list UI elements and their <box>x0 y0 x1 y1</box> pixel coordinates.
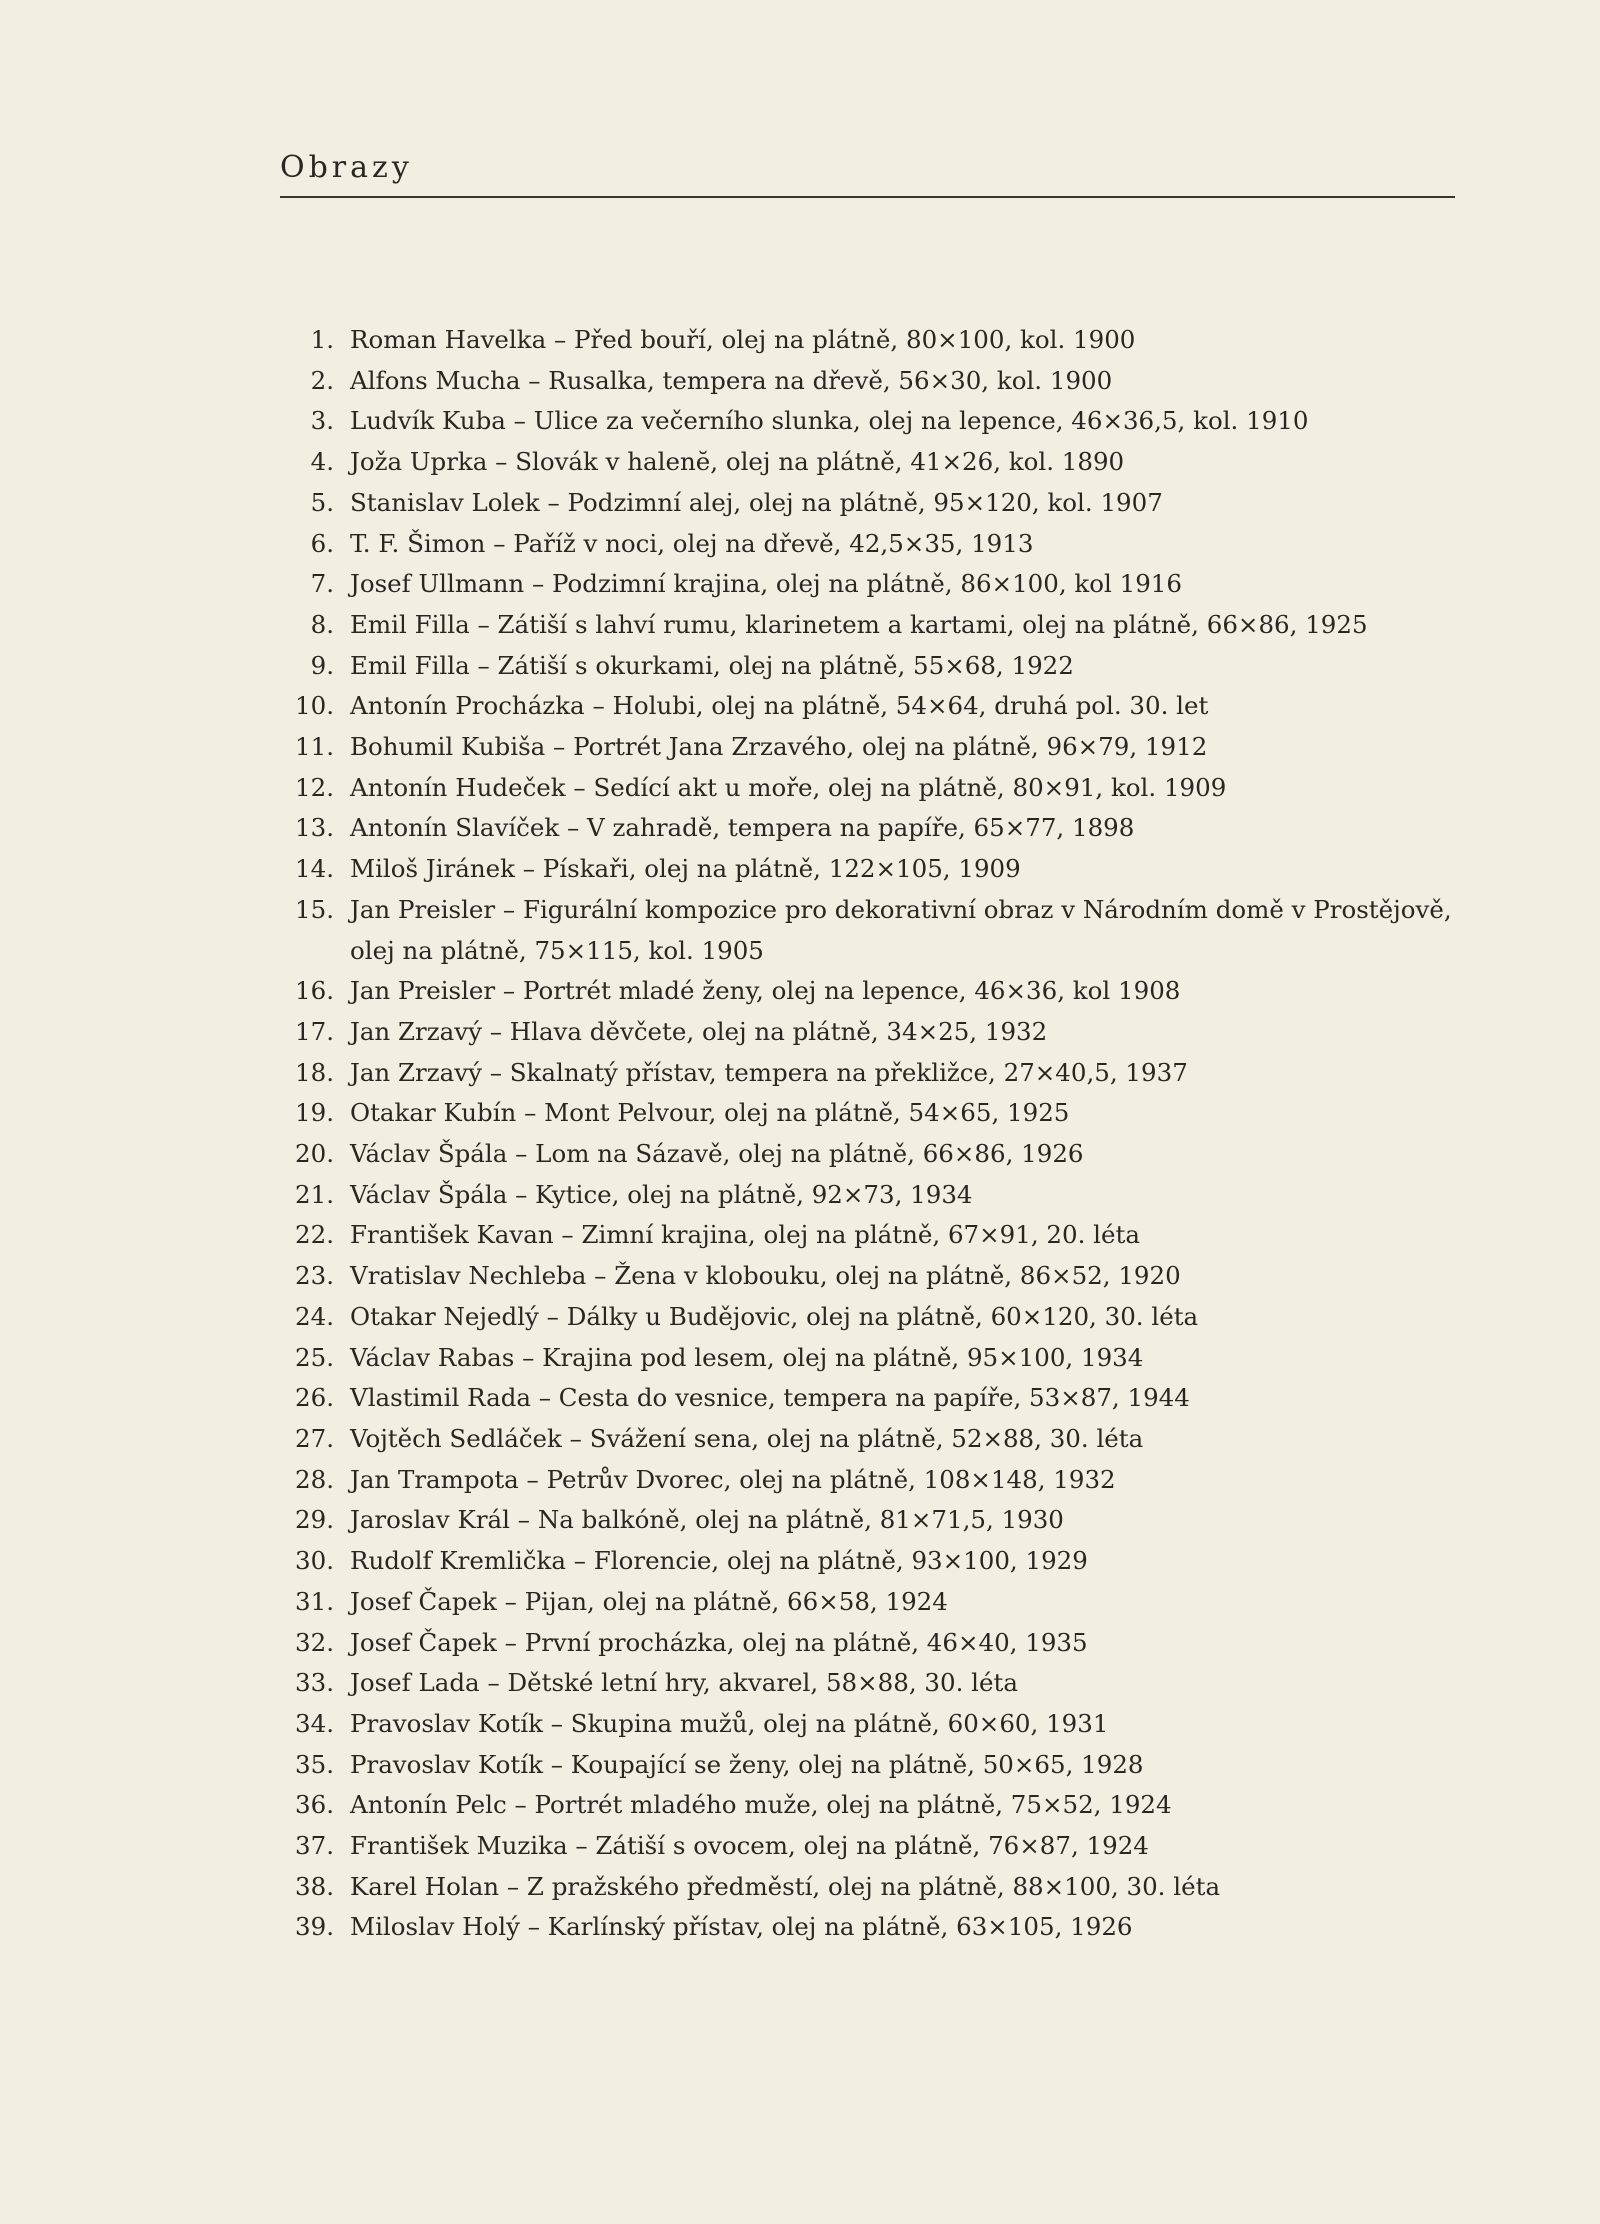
item-number: 20. <box>295 1139 334 1169</box>
item-description: Jan Preisler – Portrét mladé ženy, olej na lepence, 46×36, kol 1908 <box>350 976 1181 1006</box>
item-description: Pravoslav Kotík – Koupající se ženy, olej na plátně, 50×65, 1928 <box>350 1749 1144 1779</box>
item-number: 9. <box>310 650 334 680</box>
list-item <box>272 1012 1452 1053</box>
item-number: 22. <box>295 1220 334 1250</box>
list-item <box>272 1215 1452 1256</box>
item-description: Jan Trampota – Petrův Dvorec, olej na plátně, 108×148, 1932 <box>350 1464 1116 1494</box>
list-item <box>272 971 1452 1012</box>
item-description: Ludvík Kuba – Ulice za večerního slunka, olej na lepence, 46×36,5, kol. 1910 <box>350 406 1309 436</box>
item-description: Vlastimil Rada – Cesta do vesnice, tempera na papíře, 53×87, 1944 <box>350 1383 1190 1413</box>
list-item <box>272 727 1452 768</box>
item-description: Emil Filla – Zátiší s okurkami, olej na plátně, 55×68, 1922 <box>350 650 1074 680</box>
item-number: 37. <box>295 1831 334 1861</box>
item-number: 8. <box>310 609 334 639</box>
item-description: Vratislav Nechleba – Žena v klobouku, olej na plátně, 86×52, 1920 <box>350 1261 1181 1291</box>
list-item <box>272 1785 1452 1826</box>
item-number: 11. <box>295 732 334 762</box>
item-number: 35. <box>295 1749 334 1779</box>
item-description: Roman Havelka – Před bouří, olej na plátně, 80×100, kol. 1900 <box>350 325 1136 354</box>
item-description: Pravoslav Kotík – Skupina mužů, olej na plátně, 60×60, 1931 <box>350 1708 1109 1738</box>
list-item <box>272 442 1452 483</box>
item-number: 26. <box>295 1383 334 1413</box>
item-description: Miloslav Holý – Karlínský přístav, olej na plátně, 63×105, 1926 <box>350 1912 1133 1942</box>
list-item <box>272 1704 1452 1745</box>
item-description: Antonín Slavíček – V zahradě, tempera na papíře, 65×77, 1898 <box>350 813 1135 843</box>
item-description: Miloš Jiránek – Pískaři, olej na plátně, 122×105, 1909 <box>350 854 1021 884</box>
item-description: Václav Špála – Kytice, olej na plátně, 92×73, 1934 <box>350 1179 973 1209</box>
item-number: 30. <box>295 1546 334 1576</box>
list-item <box>272 1338 1452 1379</box>
item-description: T. F. Šimon – Paříž v noci, olej na dřevě, 42,5×35, 1913 <box>350 528 1034 558</box>
item-description: František Muzika – Zátiší s ovocem, olej na plátně, 76×87, 1924 <box>350 1831 1149 1861</box>
item-description: Josef Ullmann – Podzimní krajina, olej na plátně, 86×100, kol 1916 <box>350 569 1182 599</box>
list-item <box>272 808 1452 849</box>
item-number: 38. <box>295 1871 334 1901</box>
item-description: Antonín Procházka – Holubi, olej na plátně, 54×64, druhá pol. 30. let <box>350 691 1209 721</box>
item-number: 12. <box>295 772 334 802</box>
item-number: 39. <box>295 1912 334 1942</box>
item-description: Joža Uprka – Slovák v halenĕ, olej na plátně, 41×26, kol. 1890 <box>350 447 1125 477</box>
item-number: 36. <box>295 1790 334 1820</box>
list-item <box>272 1093 1452 1134</box>
list-item <box>272 1175 1452 1216</box>
item-number: 21. <box>295 1179 334 1209</box>
item-number: 7. <box>310 569 334 599</box>
item-description: Stanislav Lolek – Podzimní alej, olej na plátně, 95×120, kol. 1907 <box>350 487 1163 517</box>
item-description: Jan Preisler – Figurální kompozice pro dekorativní obraz v Národním domě v Prostějově, olej na plátně, 75×115, kol. 1905 <box>350 894 1452 965</box>
list-item <box>272 361 1452 402</box>
list-item <box>272 1582 1452 1623</box>
item-number: 28. <box>295 1464 334 1494</box>
list-item <box>272 320 1452 361</box>
list-item <box>272 1623 1452 1664</box>
list-item <box>272 1541 1452 1582</box>
item-description: Bohumil Kubiša – Portrét Jana Zrzavého, olej na plátně, 96×79, 1912 <box>350 732 1208 762</box>
item-description: Antonín Pelc – Portrét mladého muže, olej na plátně, 75×52, 1924 <box>350 1790 1172 1820</box>
item-number: 27. <box>295 1423 334 1453</box>
list-item <box>272 564 1452 605</box>
item-number: 3. <box>310 406 334 436</box>
item-description: Václav Rabas – Krajina pod lesem, olej na plátně, 95×100, 1934 <box>350 1342 1144 1372</box>
item-number: 23. <box>295 1261 334 1291</box>
item-number: 34. <box>295 1708 334 1738</box>
item-description: Emil Filla – Zátiší s lahví rumu, klarinetem a kartami, olej na plátně, 66×86, 1925 <box>350 609 1368 639</box>
list-item <box>272 401 1452 442</box>
item-number: 29. <box>295 1505 334 1535</box>
item-number: 19. <box>295 1098 334 1128</box>
item-number: 6. <box>310 528 334 558</box>
item-description: Rudolf Kremlička – Florencie, olej na plátně, 93×100, 1929 <box>350 1546 1088 1576</box>
item-number: 4. <box>310 447 334 477</box>
list-item <box>272 524 1452 565</box>
list-item <box>272 1663 1452 1704</box>
item-number: 32. <box>295 1627 334 1657</box>
item-description: Antonín Hudeček – Sedící akt u moře, olej na plátně, 80×91, kol. 1909 <box>350 772 1227 802</box>
item-description: Jaroslav Král – Na balkóně, olej na plátně, 81×71,5, 1930 <box>350 1505 1064 1535</box>
item-description: Josef Lada – Dětské letní hry, akvarel, 58×88, 30. léta <box>350 1668 1018 1698</box>
list-item <box>272 1134 1452 1175</box>
item-description: Otakar Kubín – Mont Pelvour, olej na plátně, 54×65, 1925 <box>350 1098 1070 1128</box>
item-number: 33. <box>295 1668 334 1698</box>
list-item <box>272 1297 1452 1338</box>
item-description: Alfons Mucha – Rusalka, tempera na dřevě, 56×30, kol. 1900 <box>350 365 1113 395</box>
item-number: 2. <box>310 365 334 395</box>
item-number: 31. <box>295 1586 334 1616</box>
list-item <box>272 1867 1452 1908</box>
list-item <box>272 1378 1452 1419</box>
list-item <box>272 605 1452 646</box>
page-header <box>280 148 1455 198</box>
list-item <box>272 1053 1452 1094</box>
item-number: 13. <box>295 813 334 843</box>
item-number: 25. <box>295 1342 334 1372</box>
item-number: 17. <box>295 1016 334 1046</box>
list-item <box>272 646 1452 687</box>
list-item <box>272 483 1452 524</box>
list-item <box>272 686 1452 727</box>
list-item <box>272 1256 1452 1297</box>
item-number: 16. <box>295 976 334 1006</box>
list-item <box>272 1826 1452 1867</box>
list-item <box>272 1500 1452 1541</box>
list-item <box>272 1460 1452 1501</box>
item-number: 14. <box>295 854 334 884</box>
item-description: Otakar Nejedlý – Dálky u Budějovic, olej na plátně, 60×120, 30. léta <box>350 1301 1199 1331</box>
item-number: 10. <box>295 691 334 721</box>
item-description: František Kavan – Zimní krajina, olej na plátně, 67×91, 20. léta <box>350 1220 1140 1250</box>
list-item <box>272 1419 1452 1460</box>
list-item <box>272 849 1452 890</box>
item-description: Josef Čapek – První procházka, olej na plátně, 46×40, 1935 <box>350 1627 1088 1657</box>
list-item <box>272 768 1452 809</box>
item-description: Václav Špála – Lom na Sázavě, olej na plátně, 66×86, 1926 <box>350 1139 1084 1169</box>
list-item <box>272 890 1452 971</box>
item-number: 15. <box>295 894 334 924</box>
list-item <box>272 1745 1452 1786</box>
item-description: Jan Zrzavý – Hlava děvčete, olej na plátně, 34×25, 1932 <box>350 1016 1048 1046</box>
page-title: Obrazy <box>280 150 413 185</box>
header-rule <box>280 196 1455 198</box>
item-description: Josef Čapek – Pijan, olej na plátně, 66×58, 1924 <box>350 1586 948 1616</box>
item-number: 5. <box>310 487 334 517</box>
paintings-list <box>272 320 1452 1948</box>
item-description: Jan Zrzavý – Skalnatý přístav, tempera na překližce, 27×40,5, 1937 <box>350 1057 1188 1087</box>
item-description: Karel Holan – Z pražského předměstí, olej na plátně, 88×100, 30. léta <box>350 1871 1221 1901</box>
item-description: Vojtěch Sedláček – Svážení sena, olej na plátně, 52×88, 30. léta <box>350 1423 1144 1453</box>
item-number: 24. <box>295 1301 334 1331</box>
item-number: 18. <box>295 1057 334 1087</box>
list-item <box>272 1907 1452 1948</box>
item-number: 1. <box>310 325 334 354</box>
